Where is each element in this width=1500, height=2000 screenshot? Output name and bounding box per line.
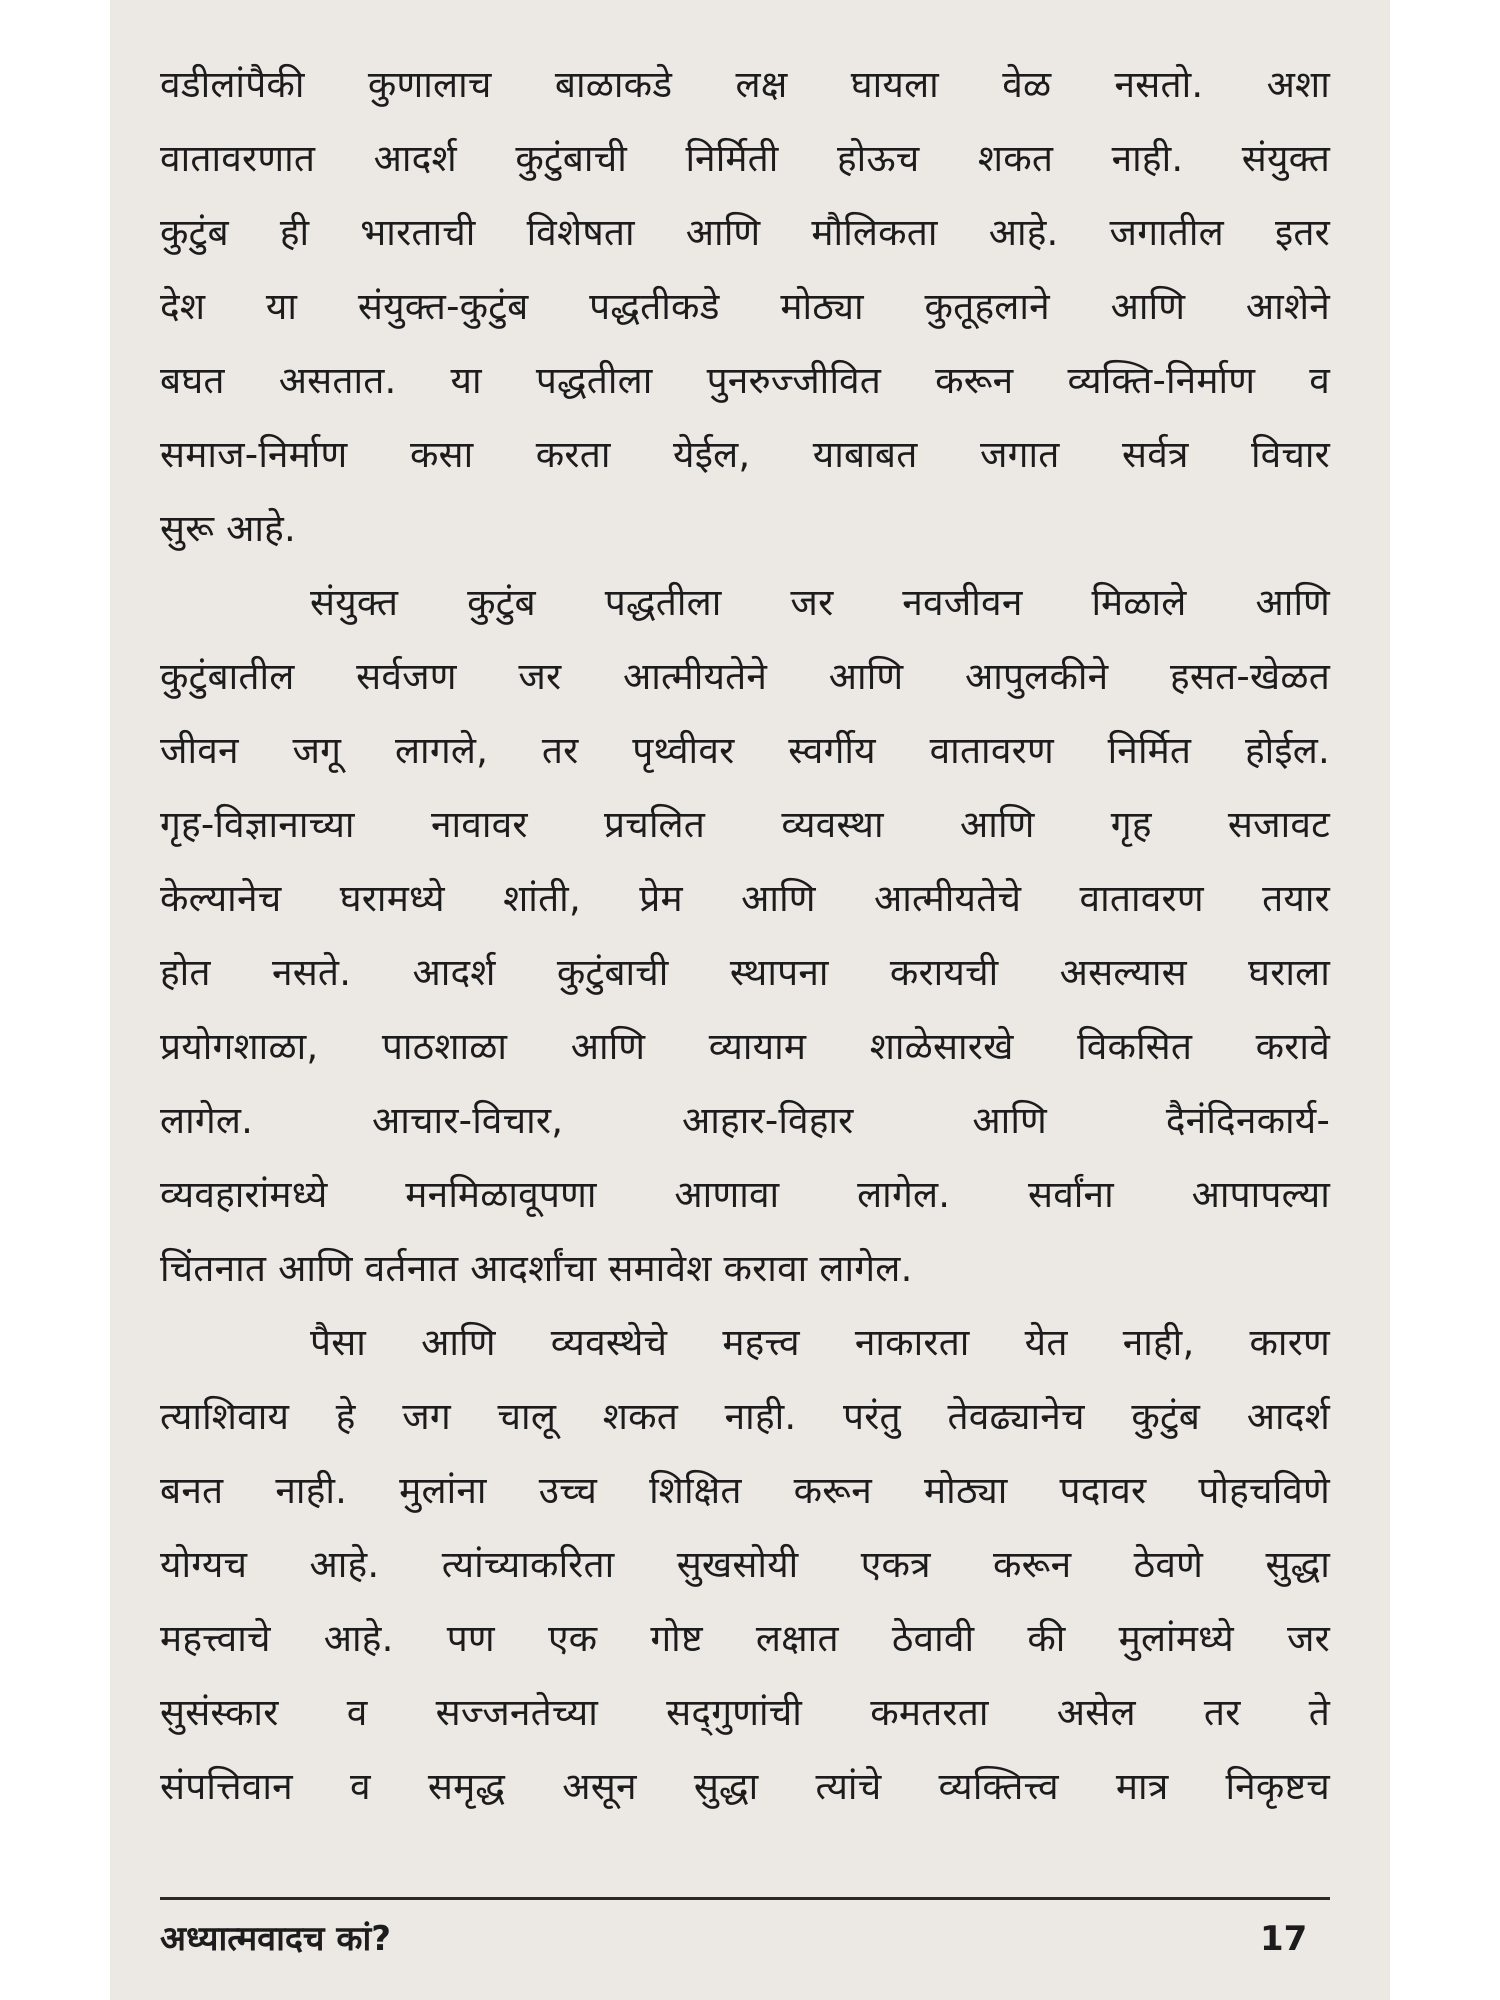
text-line: प्रयोगशाळा, पाठशाळा आणि व्यायाम शाळेसारखे विकसित करावे: [160, 1025, 1330, 1068]
text-line: कुटुंब ही भारताची विशेषता आणि मौलिकता आहे. जगातील इतर: [160, 211, 1330, 254]
paragraph-start-line: पैसा आणि व्यवस्थेचे महत्त्व नाकारता येत नाही, कारण: [310, 1321, 1330, 1364]
footer-divider: [160, 1897, 1330, 1900]
body-text: [160, 48, 1330, 1824]
text-line: जीवन जगू लागले, तर पृथ्वीवर स्वर्गीय वातावरण निर्मित होईल.: [160, 729, 1330, 772]
page-number: 17: [1260, 1919, 1308, 1959]
text-line: समाज-निर्माण कसा करता येईल, याबाबत जगात सर्वत्र विचार: [160, 433, 1330, 476]
text-line: लागेल. आचार-विचार, आहार-विहार आणि दैनंदिनकार्य-: [160, 1099, 1330, 1142]
running-footer-title: अध्यात्मवादच कां?: [160, 1919, 392, 1959]
text-line: बघत असतात. या पद्धतीला पुनरुज्जीवित करून व्यक्ति-निर्माण व: [160, 359, 1330, 402]
text-line: बनत नाही. मुलांना उच्च शिक्षित करून मोठ्या पदावर पोहचविणे: [160, 1469, 1330, 1512]
text-line: योग्यच आहे. त्यांच्याकरिता सुखसोयी एकत्र करून ठेवणे सुद्धा: [160, 1543, 1330, 1586]
text-line: देश या संयुक्त-कुटुंब पद्धतीकडे मोठ्या कुतूहलाने आणि आशेने: [160, 285, 1330, 328]
text-line: वडीलांपैकी कुणालाच बाळाकडे लक्ष घायला वेळ नसतो. अशा: [160, 63, 1330, 106]
text-line: त्याशिवाय हे जग चालू शकत नाही. परंतु तेवढ्यानेच कुटुंब आदर्श: [160, 1395, 1330, 1438]
text-line: महत्त्वाचे आहे. पण एक गोष्ट लक्षात ठेवावी की मुलांमध्ये जर: [160, 1617, 1330, 1660]
text-line: होत नसते. आदर्श कुटुंबाची स्थापना करायची असल्यास घराला: [160, 951, 1330, 994]
text-line: चिंतनात आणि वर्तनात आदर्शांचा समावेश करावा लागेल.: [160, 1247, 913, 1290]
text-line: सुसंस्कार व सज्जनतेच्या सद्‌गुणांची कमतरता असेल तर ते: [160, 1691, 1330, 1734]
paragraph-start-line: संयुक्त कुटुंब पद्धतीला जर नवजीवन मिळाले आणि: [310, 581, 1330, 624]
text-line: केल्यानेच घरामध्ये शांती, प्रेम आणि आत्मीयतेचे वातावरण तयार: [160, 877, 1330, 920]
text-line: व्यवहारांमध्ये मनमिळावूपणा आणावा लागेल. सर्वांना आपापल्या: [160, 1173, 1330, 1216]
text-line: गृह-विज्ञानाच्या नावावर प्रचलित व्यवस्था आणि गृह सजावट: [160, 803, 1330, 846]
text-line: वातावरणात आदर्श कुटुंबाची निर्मिती होऊच शकत नाही. संयुक्त: [160, 137, 1330, 180]
text-line: सुरू आहे.: [160, 507, 296, 550]
text-line: संपत्तिवान व समृद्ध असून सुद्धा त्यांचे व्यक्तित्त्व मात्र निकृष्टच: [160, 1765, 1330, 1808]
text-line: कुटुंबातील सर्वजण जर आत्मीयतेने आणि आपुलकीने हसत-खेळत: [160, 655, 1330, 698]
